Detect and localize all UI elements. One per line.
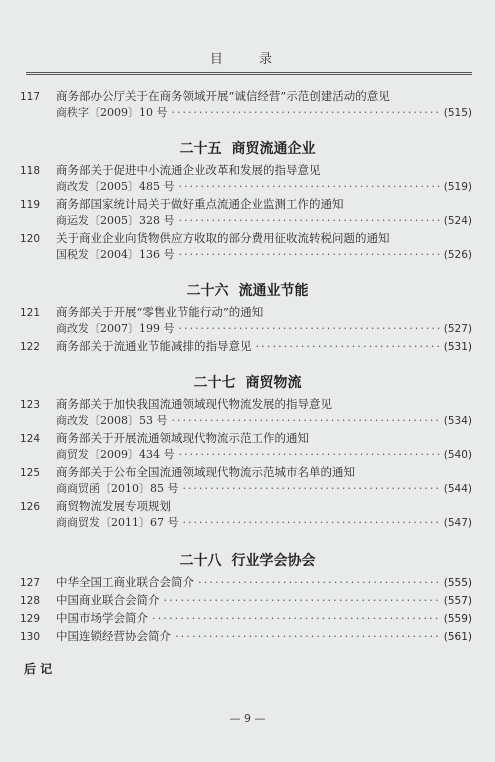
entry-number: 120 bbox=[20, 233, 41, 245]
doc-number: 商贸发〔2009〕434 号 bbox=[56, 448, 175, 461]
page-ref[interactable]: (540) bbox=[443, 449, 472, 461]
entry-number: 118 bbox=[20, 165, 41, 177]
entry-text: 商务部关于加快我国流通领域现代物流发展的指导意见 bbox=[56, 397, 332, 411]
entry-number: 126 bbox=[20, 501, 41, 513]
dot-leader bbox=[179, 322, 440, 335]
dot-leader bbox=[183, 516, 440, 529]
section-title: 商贸流通企业 bbox=[231, 141, 316, 157]
page-number: — 9 — bbox=[229, 712, 266, 725]
doc-number: 商改发〔2005〕485 号 bbox=[56, 180, 175, 193]
dot-leader bbox=[172, 414, 440, 427]
entry-number: 124 bbox=[20, 433, 41, 445]
section-heading bbox=[0, 550, 495, 570]
section-number: 二十六 bbox=[186, 283, 229, 299]
page-header: 目 录 bbox=[209, 52, 289, 67]
section-number: 二十七 bbox=[193, 375, 236, 391]
doc-number: 商商贸发〔2011〕67 号 bbox=[56, 516, 179, 529]
toc-entry-title[interactable] bbox=[20, 430, 309, 446]
dot-leader bbox=[164, 593, 440, 607]
section-number: 二十五 bbox=[179, 141, 222, 157]
header-rule bbox=[26, 72, 472, 75]
page-ref[interactable]: (534) bbox=[443, 415, 472, 427]
entry-number: 119 bbox=[20, 199, 41, 211]
entry-number: 123 bbox=[20, 399, 41, 411]
page-ref[interactable]: (557) bbox=[443, 595, 472, 607]
page-ref[interactable]: (531) bbox=[443, 341, 472, 353]
entry-text: 商务部关于公布全国流通领域现代物流示范城市名单的通知 bbox=[56, 465, 355, 479]
doc-number: 商运发〔2005〕328 号 bbox=[56, 214, 175, 227]
doc-number: 商秩字〔2009〕10 号 bbox=[56, 106, 168, 119]
entry-text: 商务部关于开展“零售业节能行动”的通知 bbox=[56, 305, 264, 319]
page-ref[interactable]: (561) bbox=[443, 631, 472, 643]
section-title: 商贸物流 bbox=[245, 375, 302, 391]
section-number: 二十八 bbox=[179, 553, 222, 569]
toc-entry-single[interactable] bbox=[20, 628, 472, 644]
postscript-entry[interactable]: 后 记 bbox=[24, 662, 53, 676]
entry-number: 117 bbox=[20, 91, 41, 103]
dot-leader bbox=[183, 482, 440, 495]
toc-doc-line bbox=[56, 246, 472, 262]
dot-leader bbox=[175, 629, 440, 643]
toc-entry-title[interactable] bbox=[20, 230, 390, 246]
entry-text: 商务部办公厅关于在商务领域开展“诚信经营”示范创建活动的意见 bbox=[56, 89, 390, 103]
dot-leader bbox=[198, 575, 440, 589]
section-title: 行业学会协会 bbox=[231, 553, 316, 569]
toc-entry-title[interactable] bbox=[20, 498, 171, 514]
entry-number: 128 bbox=[20, 595, 41, 607]
toc-entry-single[interactable] bbox=[20, 574, 472, 590]
toc-entry-single[interactable] bbox=[20, 338, 472, 354]
dot-leader bbox=[179, 248, 440, 261]
page-ref[interactable]: (555) bbox=[443, 577, 472, 589]
entry-number: 121 bbox=[20, 307, 41, 319]
dot-leader bbox=[172, 106, 440, 119]
section-heading bbox=[0, 372, 495, 392]
section-heading bbox=[0, 138, 495, 158]
section-heading bbox=[0, 280, 495, 300]
dot-leader bbox=[179, 180, 440, 193]
page-ref[interactable]: (519) bbox=[443, 181, 472, 193]
dot-leader bbox=[179, 448, 440, 461]
entry-text: 商务部国家统计局关于做好重点流通企业监测工作的通知 bbox=[56, 197, 344, 211]
toc-doc-line bbox=[56, 320, 472, 336]
toc-entry-single[interactable] bbox=[20, 610, 472, 626]
dot-leader bbox=[179, 214, 440, 227]
toc-entry-title[interactable] bbox=[20, 304, 263, 320]
page-ref[interactable]: (547) bbox=[443, 517, 472, 529]
entry-text: 商务部关于流通业节能减排的指导意见 bbox=[56, 339, 252, 353]
toc-doc-line bbox=[56, 178, 472, 194]
page-ref[interactable]: (544) bbox=[443, 483, 472, 495]
entry-text: 中华全国工商业联合会简介 bbox=[56, 575, 194, 589]
entry-number: 125 bbox=[20, 467, 41, 479]
doc-number: 商商贸函〔2010〕85 号 bbox=[56, 482, 179, 495]
entry-text: 中国商业联合会简介 bbox=[56, 593, 160, 607]
page-ref[interactable]: (515) bbox=[443, 107, 472, 119]
doc-number: 商改发〔2007〕199 号 bbox=[56, 322, 175, 335]
toc-doc-line bbox=[56, 514, 472, 530]
section-title: 流通业节能 bbox=[238, 283, 309, 299]
page-ref[interactable]: (559) bbox=[443, 613, 472, 625]
entry-number: 129 bbox=[20, 613, 41, 625]
toc-entry-single[interactable] bbox=[20, 592, 472, 608]
toc-doc-line bbox=[56, 480, 472, 496]
toc-doc-line bbox=[56, 446, 472, 462]
toc-entry-title[interactable] bbox=[20, 162, 321, 178]
toc-entry-title[interactable] bbox=[20, 464, 355, 480]
entry-text: 中国连锁经营协会简介 bbox=[56, 629, 171, 643]
toc-doc-line bbox=[56, 212, 472, 228]
doc-number: 国税发〔2004〕136 号 bbox=[56, 248, 175, 261]
entry-text: 中国市场学会简介 bbox=[56, 611, 148, 625]
entry-number: 130 bbox=[20, 631, 41, 643]
dot-leader bbox=[152, 611, 440, 625]
doc-number: 商改发〔2008〕53 号 bbox=[56, 414, 168, 427]
entry-number: 127 bbox=[20, 577, 41, 589]
toc-doc-line bbox=[56, 412, 472, 428]
toc-entry-title[interactable] bbox=[20, 396, 332, 412]
page-ref[interactable]: (526) bbox=[443, 249, 472, 261]
entry-text: 商贸物流发展专项规划 bbox=[56, 499, 171, 513]
toc-doc-line bbox=[56, 104, 472, 120]
page-ref[interactable]: (527) bbox=[443, 323, 472, 335]
dot-leader bbox=[256, 339, 440, 353]
entry-text: 商务部关于促进中小流通企业改革和发展的指导意见 bbox=[56, 163, 321, 177]
entry-text: 商务部关于开展流通领域现代物流示范工作的通知 bbox=[56, 431, 309, 445]
entry-number: 122 bbox=[20, 341, 41, 353]
entry-text: 关于商业企业向货物供应方收取的部分费用征收流转税问题的通知 bbox=[56, 231, 390, 245]
toc-entry-title[interactable] bbox=[20, 196, 344, 212]
page-ref[interactable]: (524) bbox=[443, 215, 472, 227]
toc-entry-title[interactable] bbox=[20, 88, 390, 104]
